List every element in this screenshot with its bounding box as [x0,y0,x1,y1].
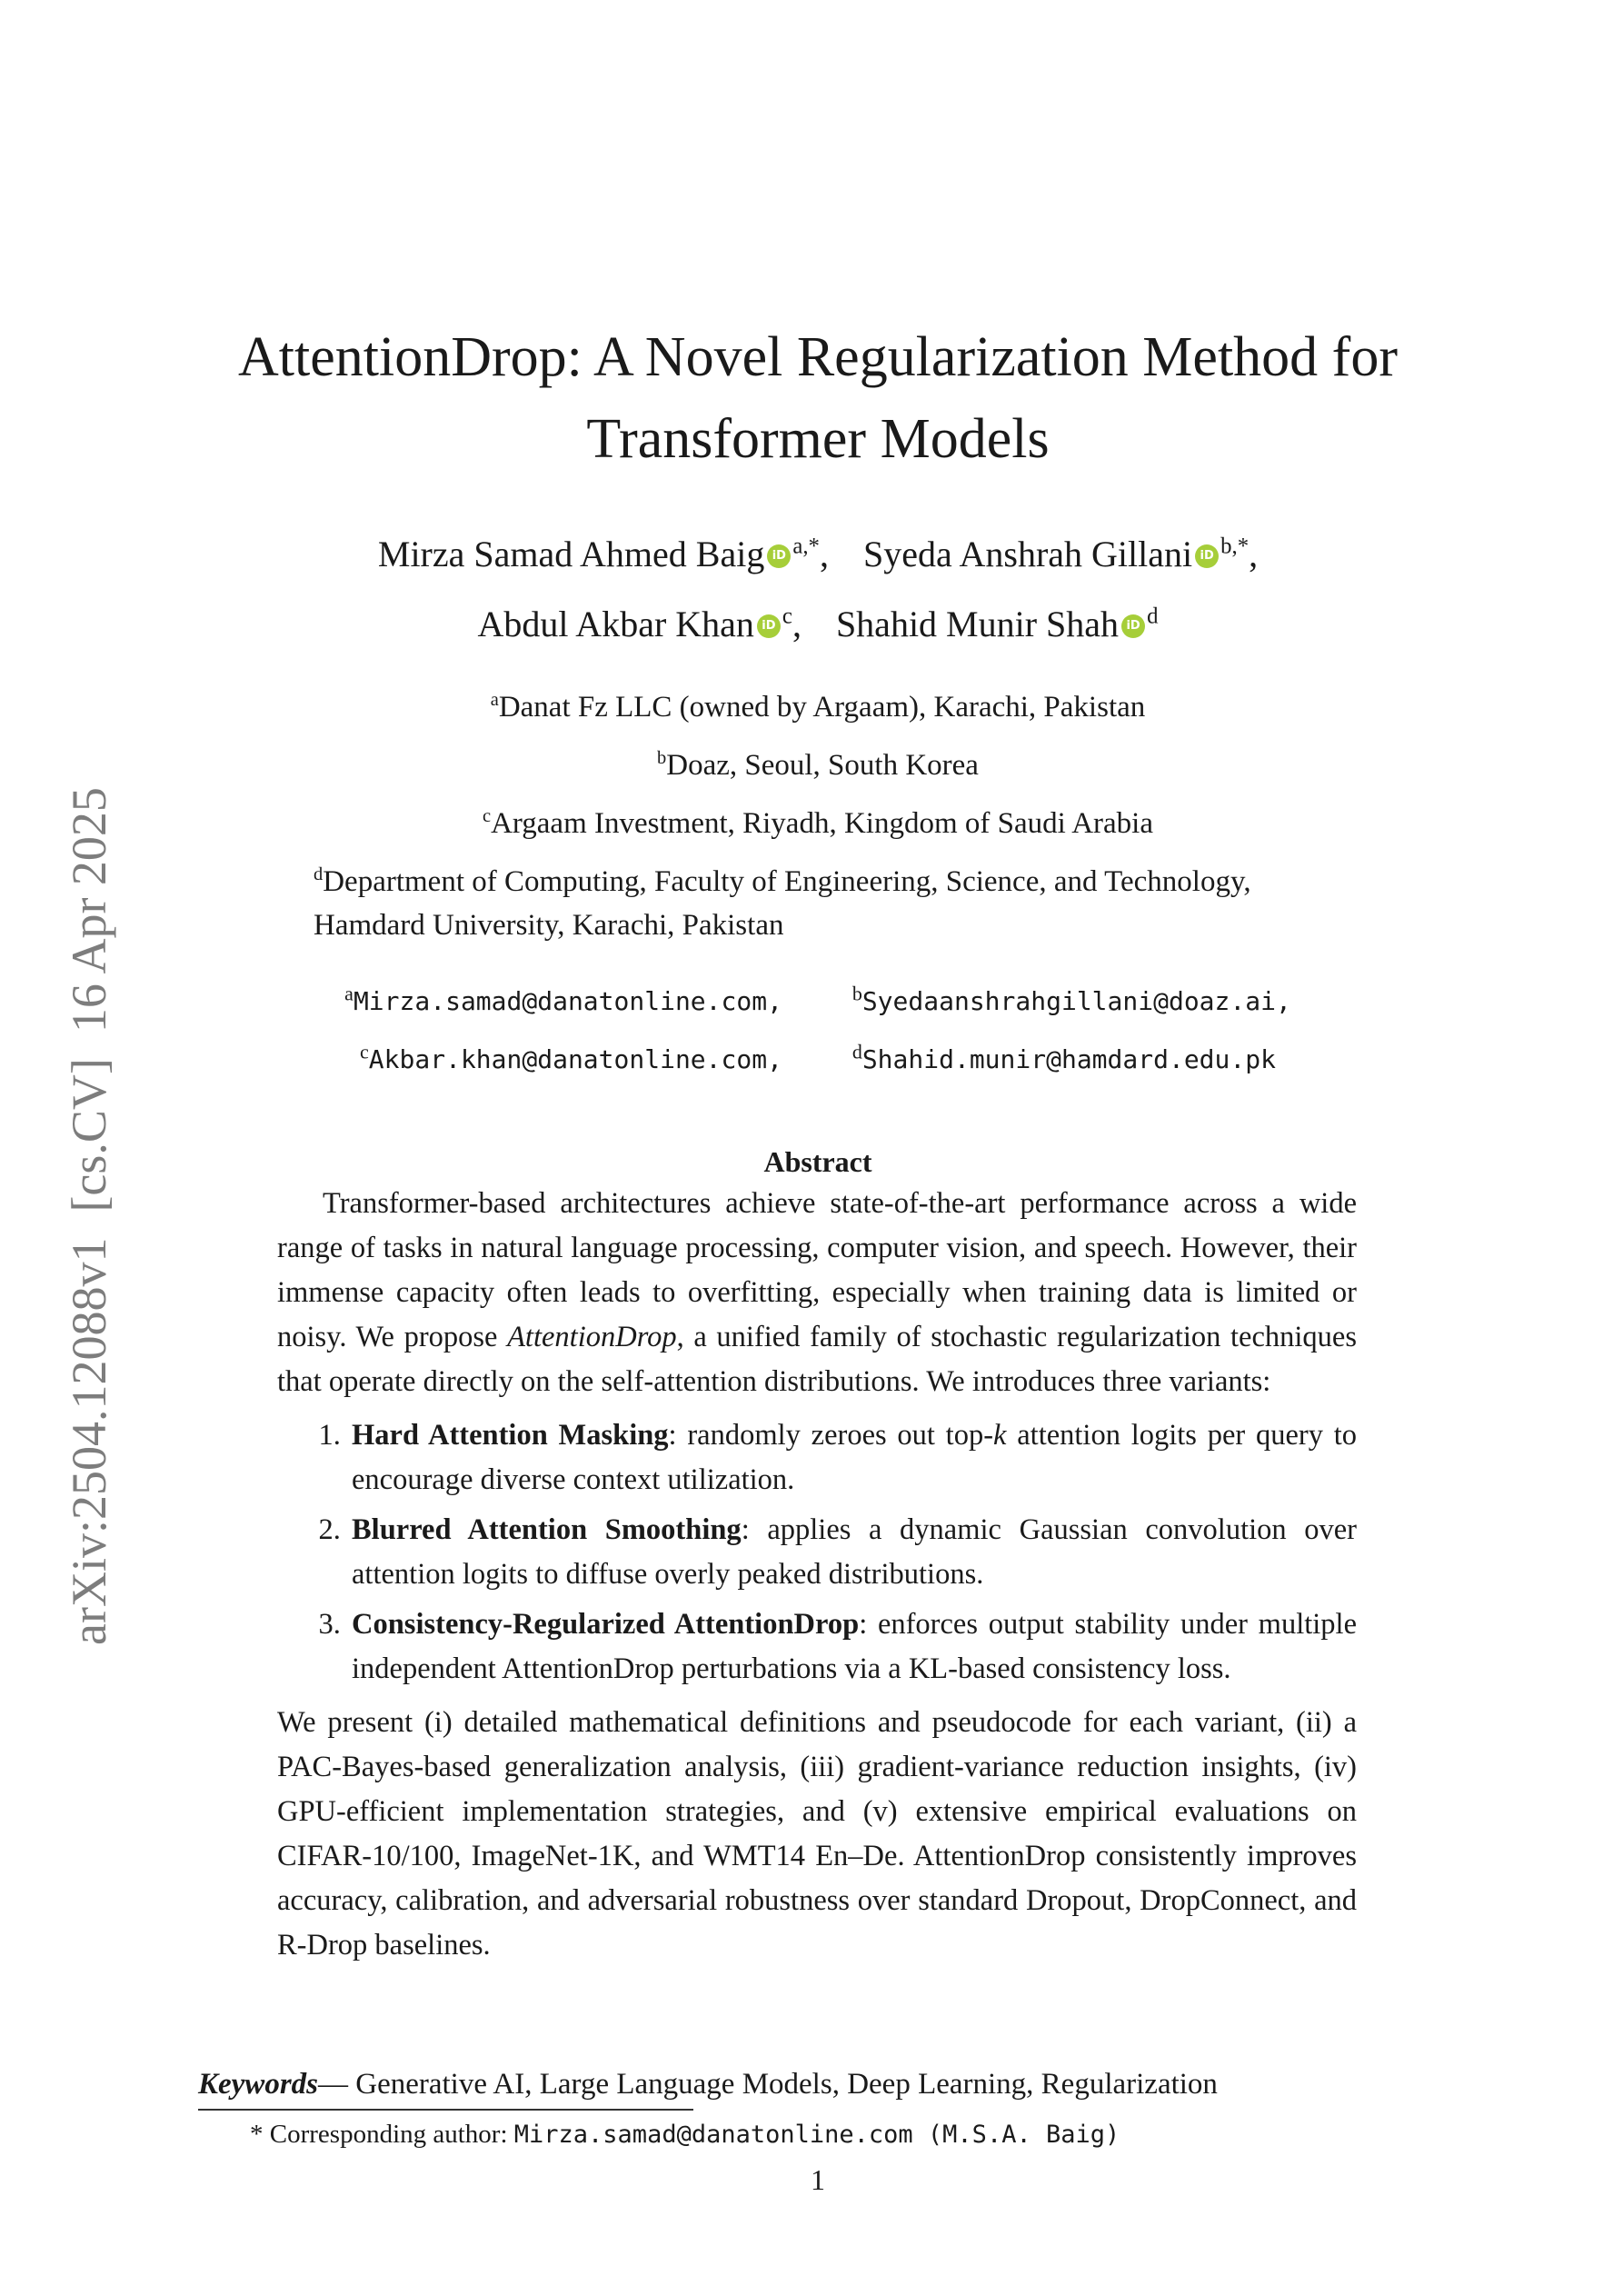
author-mark: a,* [792,534,820,559]
abstract-text: , a unified family of stochastic regularization techniques that operate directly on the self-attention distributions. We introduces three variants: [277,1321,1358,1398]
arxiv-category: [cs.CV] [62,1058,116,1213]
orcid-icon[interactable]: iD [767,544,791,568]
variant-text: : randomly zeroes out top- [668,1419,994,1452]
affiliation-text: Doaz, Seoul, South Korea [666,749,979,782]
author-separator: , [1249,534,1259,574]
author-khan [478,602,802,647]
variant-text: : applies a dynamic Gaussian convolution over attention logits to diffuse overly peaked distributions. [352,1513,1357,1591]
footnote-mark: * [250,2120,264,2149]
affiliation-a [164,687,1472,727]
email-mark: d [851,1040,862,1063]
abstract-closing: We present (i) detailed mathematical definitions and pseudocode for each variant, (ii) a PAC-Bayes-based generalization analysis, (iii) gradient-variance reduction insights, (iv) GPU-efficient implementation strategies, and (v) extensive empirical evaluations on CIFAR-10/100, ImageNet-1K, and WMT14 En–De. AttentionDrop consistently improves accuracy, calibration, and adversarial robustness over standard Dropout, DropConnect, and R-Drop baselines. [277,1706,1357,1962]
email-mark: b [851,982,862,1005]
author-name: Shahid Munir Shah [835,604,1120,644]
email-row-1 [164,982,1472,1022]
author-mark: b,* [1220,534,1250,559]
page-number: 1 [811,2163,825,2196]
affiliation-d [314,860,1340,947]
affiliation-mark: d [314,864,324,884]
author-separator: , [819,534,829,574]
footnote-rule [198,2109,693,2111]
author-mark: c [782,604,792,629]
orcid-icon[interactable]: iD [1195,544,1219,568]
variant-list [277,1413,1357,1692]
email-mark: a [344,982,353,1005]
abstract-text: Transformer-based architectures achieve state-of-the-art performance across a wide range of tasks in natural language processing, computer vision, and speech. However, their immense capacity often leads to overfitting, especially when training data is limited or noisy. We propose [277,1187,1357,1353]
author-mark: d [1147,604,1159,629]
author-gillani [863,532,1258,577]
footnote [250,2114,1120,2155]
abstract-intro [277,1182,1357,1404]
affiliation-mark: a [490,690,499,710]
paper-title: AttentionDrop: A Novel Regularization Method for Transformer Models [238,326,1398,470]
affiliation-text: Department of Computing, Faculty of Engineering, Science, and Technology, Hamdard University, Karachi, Pakistan [314,865,1251,942]
list-item [348,1413,1357,1502]
variant-text: : enforces output stability under multiple independent AttentionDrop perturbations via a KL-based consistency loss. [352,1608,1357,1685]
email-b[interactable] [852,982,1291,1022]
variant-text: attention logits per query to encourage diverse context utilization. [352,1419,1357,1496]
affiliation-c [164,804,1472,844]
keywords-dash: — [318,2068,356,2101]
author-separator: , [792,604,802,644]
footnote-email[interactable]: Mirza.samad@danatonline.com (M.S.A. Baig) [513,2121,1120,2149]
orcid-icon[interactable]: iD [1121,614,1145,638]
author-name: Syeda Anshrah Gillani [862,534,1193,574]
email-text[interactable]: Mirza.samad@danatonline.com, [353,986,782,1016]
email-a[interactable] [344,982,782,1022]
email-text[interactable]: Syedaanshrahgillani@doaz.ai, [861,986,1291,1016]
affiliation-text: Danat Fz LLC (owned by Argaam), Karachi, Pakistan [498,691,1146,724]
email-text[interactable]: Akbar.khan@danatonline.com, [368,1044,782,1074]
author-name: Abdul Akbar Khan [477,604,754,644]
variant-symbol: k [993,1419,1007,1452]
list-item [348,1508,1357,1597]
email-text[interactable]: Shahid.munir@hamdard.edu.pk [861,1044,1276,1074]
variant-name: Blurred Attention Smoothing [352,1513,742,1546]
arxiv-date: 16 Apr 2025 [62,787,116,1033]
abstract-method-name: AttentionDrop [507,1321,677,1353]
keywords-line [198,2063,1443,2105]
arxiv-id: arXiv:2504.12088v1 [62,1237,116,1645]
email-d[interactable] [852,1040,1276,1080]
affiliation-mark: c [482,806,492,826]
author-row-1 [164,532,1472,577]
abstract-body [277,1182,1357,1968]
arxiv-identifier-stamp [53,645,125,1645]
abstract-heading: Abstract [763,1145,872,1178]
author-row-2 [164,602,1472,647]
affiliation-text: Argaam Investment, Riyadh, Kingdom of Saudi Arabia [491,807,1153,840]
keywords-label: Keywords [198,2068,318,2101]
author-name: Mirza Samad Ahmed Baig [377,534,765,574]
email-row-2 [164,1040,1472,1080]
variant-name: Hard Attention Masking [352,1419,669,1452]
footnote-text: Corresponding author: [263,2120,514,2149]
keywords-text: Generative AI, Large Language Models, Deep Learning, Regularization [355,2068,1218,2101]
variant-name: Consistency-Regularized AttentionDrop [352,1608,860,1641]
orcid-icon[interactable]: iD [757,614,781,638]
author-baig [378,532,829,577]
affiliation-b [164,745,1472,785]
affiliation-mark: b [657,748,667,768]
email-c[interactable] [360,1040,782,1080]
email-mark: c [360,1040,369,1063]
list-item [348,1602,1357,1692]
author-shah [836,602,1159,647]
